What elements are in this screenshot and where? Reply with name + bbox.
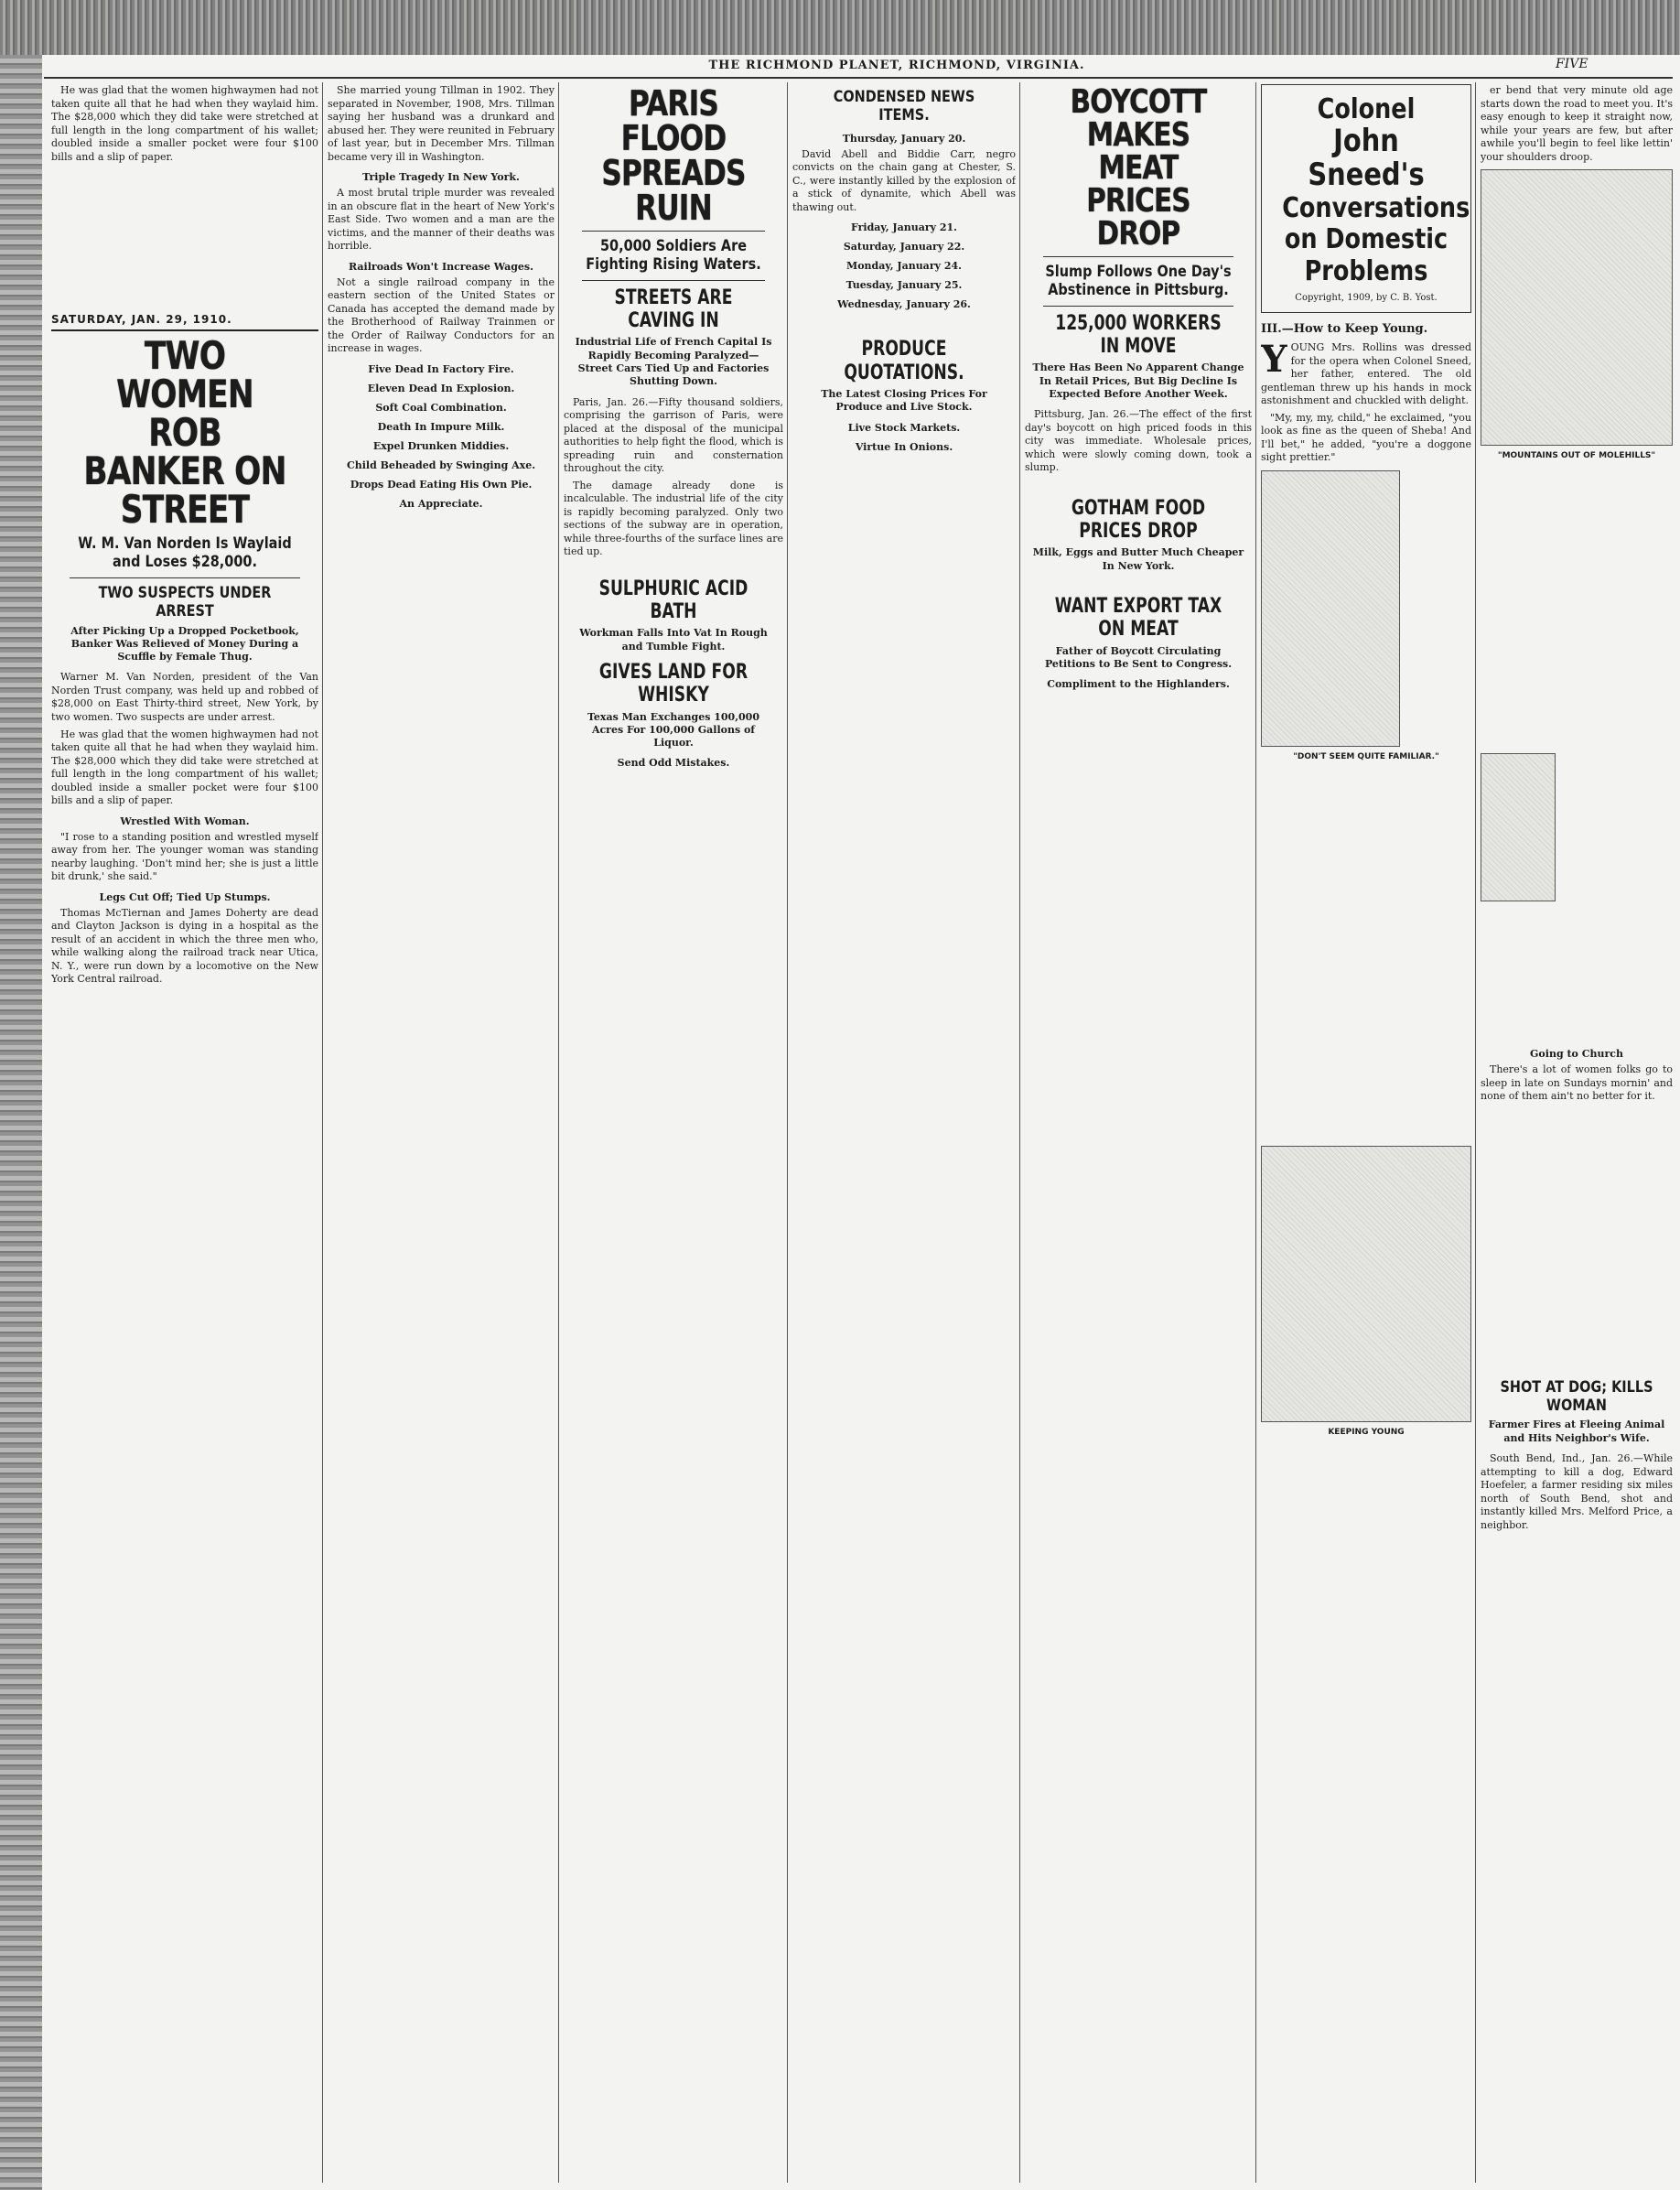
deck-van-norden: W. M. Van Norden Is Waylaid and Loses $28,000. [78, 534, 292, 572]
scan-left-edge [0, 55, 42, 2190]
illustration-keeping-young [1261, 1146, 1471, 1422]
drop-cap: Y [1261, 338, 1287, 382]
date-line: SATURDAY, JAN. 29, 1910. [51, 313, 318, 331]
deck-texas: Texas Man Exchanges 100,000 Acres For 100,000 Gallons of Liquor. [587, 710, 759, 750]
running-head: THE RICHMOND PLANET, RICHMOND, VIRGINIA. [708, 59, 1085, 72]
subhead-tuesday: Tuesday, January 25. [845, 279, 963, 292]
deck-workman: Workman Falls Into Vat In Rough and Tumble Fight. [579, 627, 768, 653]
scan-top-edge [0, 0, 1680, 55]
article-paragraph: "I rose to a standing position and wrestled myself away from her. The younger woman was standing nearby laughing. 'Don't mind her; she is just a little bit drunk,' she said." [51, 830, 318, 883]
illustration-colonel [1261, 470, 1400, 747]
subhead-friday: Friday, January 21. [850, 221, 957, 234]
deck-workers: 125,000 WORKERS IN MOVE [1055, 311, 1222, 359]
headline-shot-at-dog: SHOT AT DOG; KILLS WOMAN [1500, 1377, 1653, 1416]
subhead-going-to-church: Going to Church [1530, 1048, 1623, 1061]
column-separator [322, 82, 323, 2183]
article-paragraph: She married young Tillman in 1902. They separated in November, 1908, Mrs. Tillman saying her husband was a drunkard and abused her. They were reunited in February of last year, but in December Mrs. Tillman became very ill in Washington. [328, 84, 555, 163]
column-7 [1481, 84, 1673, 2180]
deck-closing-prices: The Latest Closing Prices For Produce and Live Stock. [821, 387, 987, 414]
box-title-colonel: Colonel [1317, 93, 1416, 125]
deck-pocketbook: After Picking Up a Dropped Pocketbook, Banker Was Relieved of Money During a Scuffle by Female Thug. [70, 624, 299, 663]
article-paragraph: David Abell and Biddie Carr, negro convicts on the chain gang at Chester, S. C., were instantly killed by the explosion of a stick of dynamite, which Abell was thawing out. [792, 147, 1016, 213]
column-separator [1019, 82, 1020, 2183]
subhead-odd-mistakes: Send Odd Mistakes. [617, 757, 730, 770]
deck-streets: STREETS ARE CAVING IN [614, 286, 733, 333]
headline-gotham: GOTHAM FOOD PRICES DROP [1071, 496, 1206, 544]
article-paragraph: "My, my, my, child," he exclaimed, "you look as fine as the queen of Sheba! And I'll bet," he added, "you're a doggone sight prettier." [1261, 411, 1471, 464]
column-separator [1475, 82, 1476, 2183]
column-separator [787, 82, 788, 2183]
subhead-thursday: Thursday, January 20. [842, 132, 966, 145]
section-heading: III.—How to Keep Young. [1261, 322, 1428, 337]
subhead-factory-fire: Five Dead In Factory Fire. [368, 362, 514, 375]
subhead-railroads: Railroads Won't Increase Wages. [349, 260, 533, 273]
caption-keeping-young: KEEPING YOUNG [1328, 1427, 1405, 1437]
column-5 [1025, 84, 1252, 2180]
deck-retail-prices: There Has Been No Apparent Change In Retail Prices, But Big Decline Is Expected Before Another Week. [1032, 361, 1244, 400]
headline-export-tax: WANT EXPORT TAX ON MEAT [1054, 595, 1222, 642]
subhead-legs-cut-off: Legs Cut Off; Tied Up Stumps. [99, 890, 271, 903]
column-1 [51, 84, 318, 2180]
subhead-appreciate: An Appreciate. [399, 497, 483, 510]
article-paragraph: Paris, Jan. 26.—Fifty thousand soldiers, comprising the garrison of Paris, were placed at the disposal of the municipal authorities to help fight the flood, which is spreading ruin and consternation throughout the city. [564, 395, 783, 475]
subhead-highlanders: Compliment to the Highlanders. [1047, 678, 1230, 691]
caption-familiar: "DON'T SEEM QUITE FAMILIAR." [1293, 751, 1439, 761]
divider [1043, 306, 1233, 307]
column-2 [328, 84, 555, 2180]
headline-two-women: TWO WOMEN ROB BANKER ON STREET [83, 333, 286, 532]
headline-whisky: GIVES LAND FOR WHISKY [598, 660, 748, 707]
column-6 [1261, 84, 1471, 2180]
column-1-upper-text [51, 84, 318, 313]
subhead-impure-milk: Death In Impure Milk. [377, 420, 505, 433]
subhead-drops-dead: Drops Dead Eating His Own Pie. [350, 478, 533, 491]
column-4 [792, 84, 1016, 2180]
subhead-saturday: Saturday, January 22. [843, 241, 965, 254]
box-credit: Copyright, 1909, by C. B. Yost. [1295, 293, 1438, 304]
column-separator [1255, 82, 1256, 2183]
subhead-soft-coal: Soft Coal Combination. [375, 401, 507, 414]
article-paragraph: A most brutal triple murder was revealed in an obscure flat in the heart of New York's East Side. Two women and a man are the victims, and the manner of their deaths was horrible. [328, 187, 555, 253]
article-paragraph: Warner M. Van Norden, president of the Van Norden Trust company, was held up and robbed of $28,000 on East Thirty-third street, New York, by two women. Two suspects are under arrest. [51, 671, 318, 723]
subhead-child-beheaded: Child Beheaded by Swinging Axe. [346, 458, 536, 471]
subhead-live-stock: Live Stock Markets. [847, 421, 961, 434]
caption-molehills: "MOUNTAINS OUT OF MOLEHILLS" [1497, 451, 1656, 461]
divider [582, 231, 765, 232]
deck-soldiers: 50,000 Soldiers Are Fighting Rising Waters. [586, 237, 761, 275]
deck-slump: Slump Follows One Day's Abstinence in Pittsburg. [1045, 263, 1232, 300]
article-paragraph: He was glad that the women highwaymen had not taken quite all that he had when they waylaid him. The $28,000 which they did take were stretched at full length in the long compartment of his wallet; doubled inside a smaller pocket were four $100 bills and a slip of paper. [51, 728, 318, 807]
box-title-conversations: Conversations on Domestic Problems [1282, 191, 1470, 287]
headline-boycott: BOYCOTT MAKES MEAT PRICES DROP [1070, 84, 1207, 253]
column-separator [558, 82, 559, 2183]
deck-industrial: Industrial Life of French Capital Is Rapidly Becoming Paralyzed—Street Cars Tied Up and Factories Shutting Down. [575, 336, 772, 388]
box-title-name: John Sneed's [1308, 123, 1425, 194]
column-3 [564, 84, 783, 2180]
article-paragraph: There's a lot of women folks go to sleep in late on Sundays mornin' and none of them ain't no better for it. [1481, 1063, 1673, 1103]
subhead-explosion: Eleven Dead In Explosion. [367, 382, 515, 394]
article-paragraph: Thomas McTiernan and James Doherty are dead and Clayton Jackson is dying in a hospital as the result of an accident in which the three men who, while walking along the railroad track near Utica, N. Y., were run down by a locomotive on the New York Central railroad. [51, 906, 318, 986]
article-paragraph: OUNG Mrs. Rollins was dressed for the opera when Colonel Sneed, her father, entered. The old gentleman threw up his hands in mock astonishment and chuckled with delight. [1261, 341, 1471, 407]
subhead-wrestled: Wrestled With Woman. [120, 815, 250, 827]
subhead-monday: Monday, January 24. [846, 260, 962, 273]
article-paragraph: The damage already done is incalculable. The industrial life of the city is rapidly becoming paralyzed. Only two sections of the subway are in operation, while three-fourths of the surface lines are tied up. [564, 479, 783, 558]
col1-fragment: He was glad that the women highwaymen had not taken quite all that he had when they waylaid him. The $28,000 which they did take were stretched at full length in the long compartment of his wallet; doubled inside a smaller pocket were four $100 bills and a slip of paper. [51, 84, 318, 163]
illustration-molehills [1481, 169, 1673, 446]
illustration-woman [1481, 753, 1556, 901]
article-paragraph: Pittsburg, Jan. 26.—The effect of the first day's boycott on high priced foods in this city was immediate. Wholesale prices, which were slowly coming down, took a slump. [1025, 408, 1252, 474]
divider [70, 577, 300, 578]
sneed-feature-box [1261, 84, 1471, 313]
subhead-expel-middies: Expel Drunken Middies. [372, 439, 510, 452]
divider [1043, 256, 1233, 257]
deck-suspects: TWO SUSPECTS UNDER ARREST [98, 583, 272, 621]
headline-sulphuric: SULPHURIC ACID BATH [598, 577, 748, 624]
deck-milk-eggs: Milk, Eggs and Butter Much Cheaper In New York. [1032, 546, 1244, 572]
divider [582, 280, 765, 281]
subhead-triple-tragedy: Triple Tragedy In New York. [362, 171, 520, 184]
subhead-onions: Virtue In Onions. [855, 440, 953, 453]
article-paragraph: Not a single railroad company in the eastern section of the United States or Canada has accepted the demand made by the Brotherhood of Railway Trainmen or the Order of Railway Conductors for an increase in wages. [328, 275, 555, 355]
headline-paris-flood: PARIS FLOOD SPREADS RUIN [601, 84, 746, 228]
article-paragraph: er bend that very minute old age starts down the road to meet you. It's easy enough to keep it straight now, while your years are few, but after awhile you'll begin to feel like lettin' your shoulders droop. [1481, 84, 1673, 163]
deck-petitions: Father of Boycott Circulating Petitions to Be Sent to Congress. [1044, 644, 1233, 670]
deck-farmer: Farmer Fires at Fleeing Animal and Hits Neighbor's Wife. [1488, 1419, 1665, 1444]
page-number: FIVE [1556, 57, 1588, 71]
top-rule [44, 77, 1673, 79]
article-paragraph: South Bend, Ind., Jan. 26.—While attempting to kill a dog, Edward Hoefeler, a farmer residing six miles north of South Bend, shot and instantly killed Mrs. Melford Price, a neighbor. [1481, 1452, 1673, 1531]
headline-produce: PRODUCE QUOTATIONS. [844, 338, 964, 384]
subhead-wednesday: Wednesday, January 26. [837, 298, 971, 311]
headline-condensed-news: CONDENSED NEWS ITEMS. [833, 88, 975, 125]
